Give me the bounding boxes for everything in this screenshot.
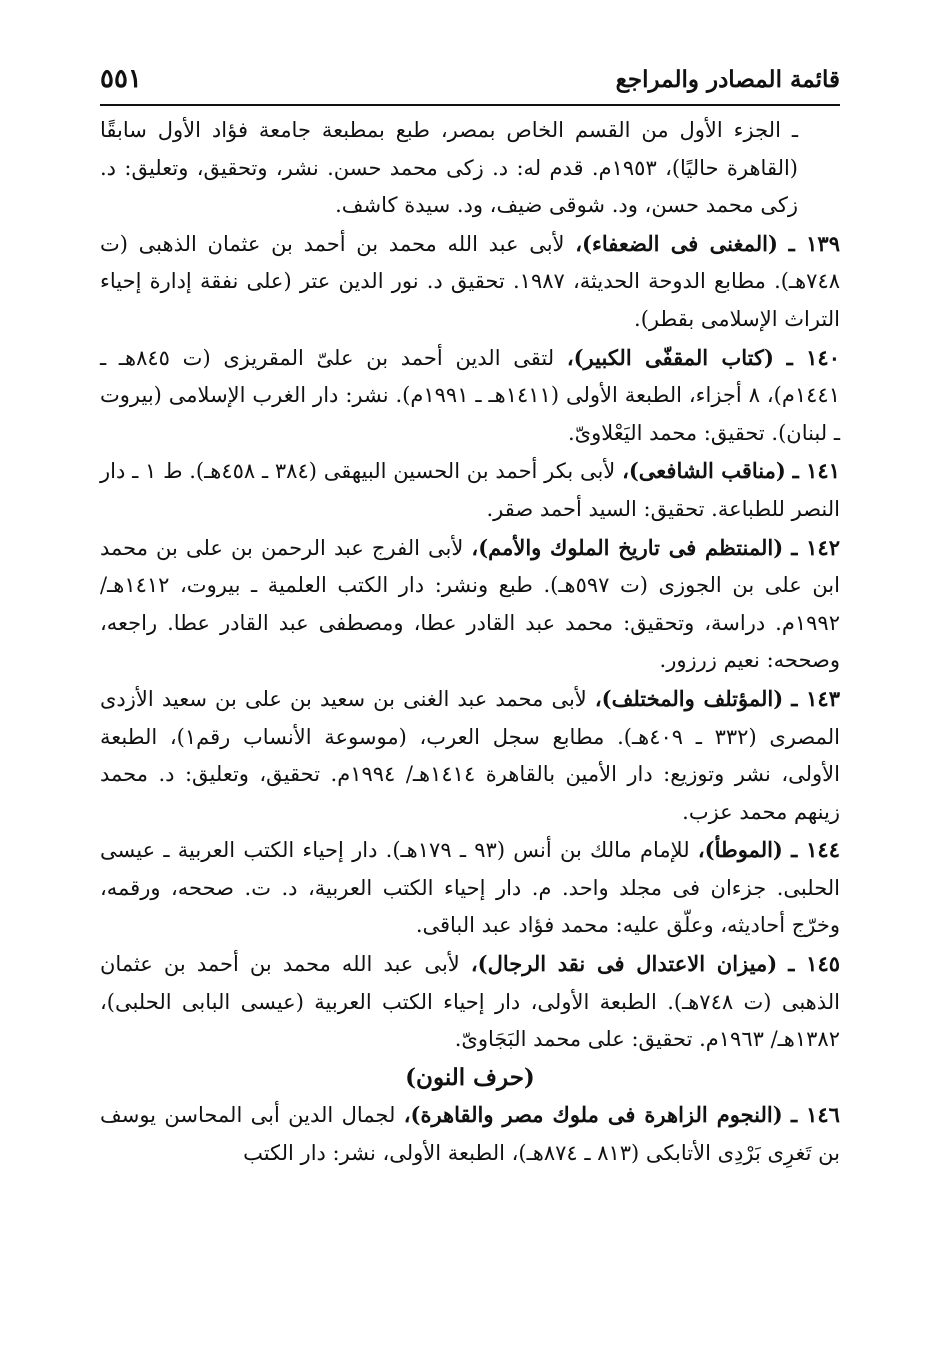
entry-title: (الموطأ)، (697, 837, 783, 863)
entry-number: ١٤٣ ـ (791, 685, 840, 711)
reference-entry-143 (100, 680, 840, 831)
reference-entry-142 (100, 529, 840, 680)
references-list (100, 112, 840, 1173)
continuation-paragraph: ـ الجزء الأول من القسم الخاص بمصر، طبع بمطبعة جامعة فؤاد الأول سابقًا (القاهرة حاليًا)، ١٩٥٣م. قدم له: د. زكى محمد حسن. نشر، وتحقيق، وتعليق: د. زكى محمد حسن، ود. شوقى ضيف، ود. سيدة كاشف. (100, 118, 799, 218)
running-title: قائمة المصادر والمراجع (615, 66, 840, 93)
entry-title: (المغنى فى الضعفاء)، (575, 230, 778, 256)
entry-number: ١٤٦ ـ (790, 1102, 840, 1128)
reference-entry-141 (100, 452, 840, 528)
entry-text: لجمال الدين أبى المحاسن يوسف بن تَغرِى بَرْدِى الأتابكى (٨١٣ ـ ٨٧٤هـ)، الطبعة الأولى، نشر: دار الكتب (100, 1103, 840, 1166)
entry-title: (المؤتلف والمختلف)، (594, 685, 784, 711)
entry-number: ١٤٥ ـ (788, 951, 841, 977)
entry-number: ١٤٢ ـ (791, 534, 840, 560)
entry-text: لأبى الفرج عبد الرحمن بن على بن محمد ابن على بن الجوزى (ت ٥٩٧هـ). طبع ونشر: دار الكتب العلمية ـ بيروت، ١٤١٢هـ/ ١٩٩٢م. دراسة، وتحقيق: محمد عبد القادر عطا، ومصطفى عبد القادر عطا. راجعه، وصححه: نعيم زرزور. (100, 535, 840, 673)
page-header (100, 62, 840, 104)
reference-entry-144 (100, 831, 840, 945)
entry-title: (مناقب الشافعى)، (622, 458, 786, 484)
reference-entry-145 (100, 945, 840, 1059)
entry-number: ١٤٤ ـ (791, 837, 840, 863)
reference-entry-139 (100, 225, 840, 339)
entry-number: ١٤٠ ـ (786, 344, 840, 370)
entry-text: لأبى بكر أحمد بن الحسين البيهقى (٣٨٤ ـ ٤٥٨هـ). ط ١ ـ دار النصر للطباعة. تحقيق: السيد أحمد صقر. (100, 459, 840, 521)
entry-text: لأبى محمد عبد الغنى بن سعيد بن على بن سعيد الأزدى المصرى (٣٣٢ ـ ٤٠٩هـ). مطابع سجل العرب، (موسوعة الأنساب رقم١)، الطبعة الأولى، نشر وتوزيع: دار الأمين بالقاهرة ١٤١٤هـ/ ١٩٩٤م. تحقيق، وتعليق: د. محمد زينهم محمد عزب. (100, 686, 840, 824)
page-number: ٥٥١ (100, 64, 142, 94)
entry-text: لأبى عبد الله محمد بن أحمد بن عثمان الذهبى (ت ٧٤٨هـ). مطابع الدوحة الحديثة، ١٩٨٧. تحقيق د. نور الدين عتر (على نفقة إدارة إحياء التراث الإسلامى بقطر). (100, 231, 841, 331)
entry-number: ١٣٩ ـ (788, 230, 840, 256)
entry-title: (ميزان الاعتدال فى نقد الرجال)، (470, 951, 778, 977)
entry-title: (النجوم الزاهرة فى ملوك مصر والقاهرة)، (403, 1102, 783, 1128)
header-rule (100, 104, 840, 106)
entry-number: ١٤١ ـ (792, 458, 840, 484)
reference-entry-146 (100, 1096, 840, 1172)
entry-text: لأبى عبد الله محمد بن أحمد بن عثمان الذهبى (ت ٧٤٨هـ). الطبعة الأولى، دار إحياء الكتب العربية (عيسى البابى الحلبى)، ١٣٨٢هـ/ ١٩٦٣م. تحقيق: على محمد البَجَاوىّ. (100, 952, 841, 1052)
entry-text: لتقى الدين أحمد بن علىّ المقريزى (ت ٨٤٥هـ ـ ١٤٤١م)، ٨ أجزاء، الطبعة الأولى (١٤١١هـ ـ ١٩٩١م). نشر: دار الغرب الإسلامى (بيروت ـ لبنان). تحقيق: محمد اليَعْلاوىّ. (100, 345, 840, 445)
reference-entry-140 (100, 339, 840, 453)
section-heading: (حرف النون) (405, 1063, 535, 1091)
entry-title: (المنتظم فى تاريخ الملوك والأمم)، (471, 534, 784, 560)
entry-text: للإمام مالك بن أنس (٩٣ ـ ١٧٩هـ). دار إحياء الكتب العربية ـ عيسى الحلبى. جزءان فى مجلد واحد. م. دار إحياء الكتب العربية، د. ت. صححه، ورقمه، وخرّج أحاديثه، وعلّق عليه: محمد فؤاد عبد الباقى. (100, 838, 840, 938)
entry-title: (كتاب المقفّى الكبير)، (566, 344, 774, 370)
